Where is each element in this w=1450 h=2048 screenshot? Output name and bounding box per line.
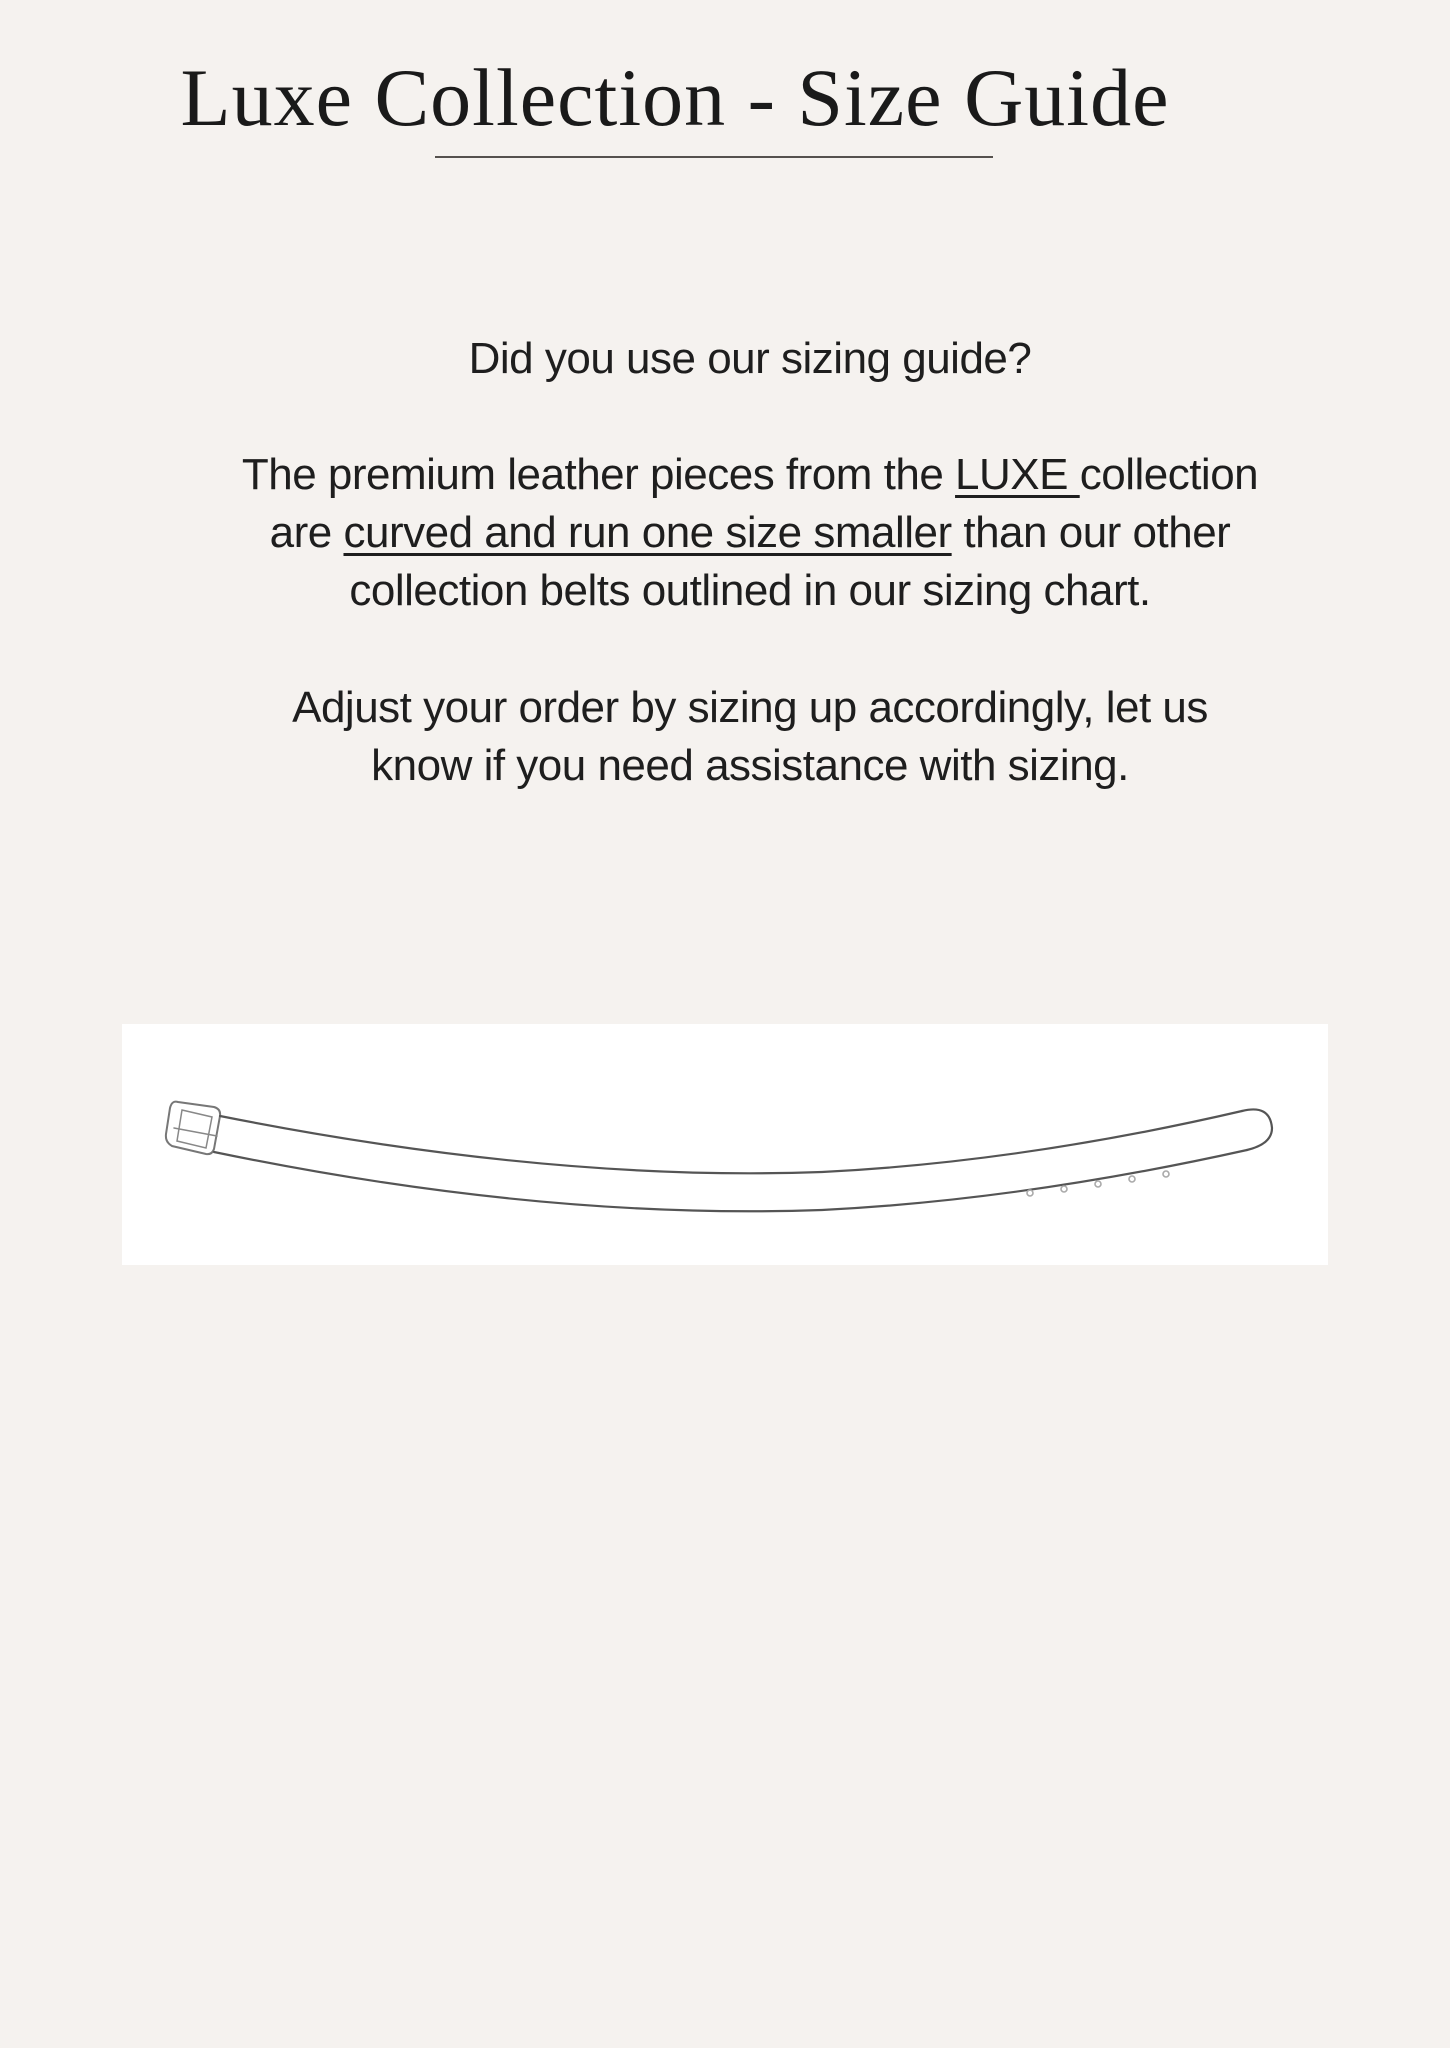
text: The premium leather pieces from the [241,450,956,499]
luxe-sizing-paragraph [150,446,1350,620]
text: than our other [951,508,1231,557]
luxe-link[interactable]: LUXE [955,450,1080,499]
emphasis-underlined: curved and run one size smaller [343,508,952,557]
sizing-question [150,330,1350,388]
paragraph-line-2 [150,504,1350,562]
belt-icon [122,1024,1328,1265]
title-underline-divider [435,156,993,158]
paragraph-line-2: know if you need assistance with sizing. [371,741,1129,790]
paragraph-line-3: collection belts outlined in our sizing chart. [349,566,1151,615]
question-text: Did you use our sizing guide? [468,334,1032,383]
paragraph-line-1: Adjust your order by sizing up accordingly, let us [292,683,1208,732]
adjust-order-paragraph [150,679,1350,795]
belt-illustration-panel [122,1024,1328,1265]
paragraph-line-1 [150,446,1350,504]
text: collection [1079,450,1259,499]
text: are [269,508,344,557]
page-title: Luxe Collection - Size Guide [180,52,1170,143]
